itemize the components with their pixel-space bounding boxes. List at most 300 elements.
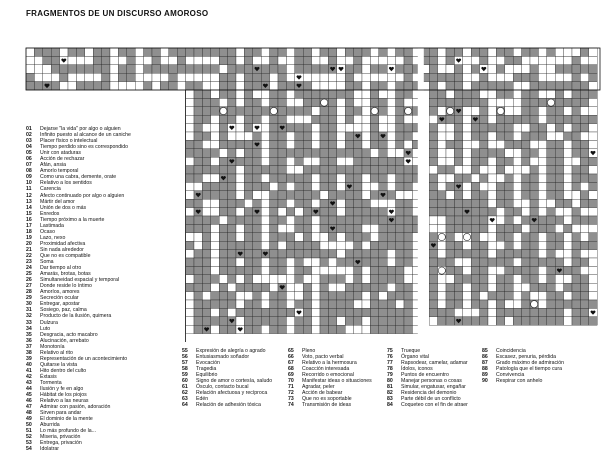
grid-cell-open[interactable] — [471, 73, 479, 81]
grid-cell-open[interactable] — [211, 283, 219, 291]
grid-cell-open[interactable] — [564, 149, 572, 157]
grid-cell-open[interactable] — [488, 56, 496, 64]
grid-cell-open[interactable] — [169, 56, 177, 64]
grid-cell-open[interactable] — [488, 182, 496, 190]
grid-cell-open[interactable] — [312, 325, 320, 333]
grid-cell-open[interactable] — [320, 82, 328, 90]
grid-cell-open[interactable] — [286, 48, 294, 56]
grid-cell-open[interactable] — [43, 73, 51, 81]
grid-cell-open[interactable] — [236, 115, 244, 123]
grid-cell-open[interactable] — [564, 317, 572, 325]
grid-cell-open[interactable] — [580, 266, 588, 274]
grid-cell-open[interactable] — [522, 65, 530, 73]
grid-cell-open[interactable] — [538, 191, 546, 199]
grid-cell-open[interactable] — [404, 98, 412, 106]
grid-cell-open[interactable] — [244, 199, 252, 207]
grid-cell-open[interactable] — [454, 308, 462, 316]
grid-cell-open[interactable] — [438, 56, 446, 64]
grid-cell-open[interactable] — [320, 56, 328, 64]
grid-cell-open[interactable] — [513, 233, 521, 241]
grid-cell-open[interactable] — [555, 48, 563, 56]
grid-cell-open[interactable] — [572, 191, 580, 199]
grid-cell-open[interactable] — [362, 292, 370, 300]
grid-cell-open[interactable] — [438, 157, 446, 165]
grid-cell-open[interactable] — [261, 174, 269, 182]
grid-cell-open[interactable] — [505, 65, 513, 73]
grid-cell-open[interactable] — [530, 292, 538, 300]
grid-cell-open[interactable] — [513, 174, 521, 182]
grid-cell-open[interactable] — [564, 208, 572, 216]
grid-cell-open[interactable] — [522, 166, 530, 174]
grid-cell-open[interactable] — [555, 224, 563, 232]
grid-cell-open[interactable] — [320, 241, 328, 249]
grid-cell-open[interactable] — [236, 292, 244, 300]
grid-cell-open[interactable] — [135, 48, 143, 56]
grid-cell-open[interactable] — [194, 182, 202, 190]
grid-cell-open[interactable] — [261, 191, 269, 199]
grid-cell-open[interactable] — [261, 124, 269, 132]
grid-cell-open[interactable] — [312, 275, 320, 283]
grid-cell-open[interactable] — [480, 166, 488, 174]
grid-cell-open[interactable] — [278, 224, 286, 232]
grid-cell-open[interactable] — [202, 73, 210, 81]
grid-cell-open[interactable] — [522, 124, 530, 132]
grid-cell-open[interactable] — [345, 124, 353, 132]
grid-cell-open[interactable] — [320, 233, 328, 241]
grid-cell-open[interactable] — [362, 115, 370, 123]
grid-cell-open[interactable] — [328, 258, 336, 266]
grid-cell-open[interactable] — [228, 132, 236, 140]
grid-cell-open[interactable] — [186, 132, 194, 140]
grid-cell-open[interactable] — [337, 115, 345, 123]
grid-cell-open[interactable] — [522, 224, 530, 232]
grid-cell-open[interactable] — [379, 199, 387, 207]
grid-cell-open[interactable] — [68, 56, 76, 64]
grid-cell-open[interactable] — [236, 233, 244, 241]
grid-cell-open[interactable] — [496, 208, 504, 216]
grid-cell-open[interactable] — [387, 73, 395, 81]
grid-cell-open[interactable] — [547, 132, 555, 140]
grid-cell-open[interactable] — [387, 98, 395, 106]
grid-cell-open[interactable] — [303, 258, 311, 266]
grid-cell-open[interactable] — [454, 258, 462, 266]
grid-cell-open[interactable] — [312, 56, 320, 64]
grid-cell-open[interactable] — [68, 73, 76, 81]
grid-cell-open[interactable] — [463, 258, 471, 266]
grid-cell-open[interactable] — [505, 317, 513, 325]
grid-cell-open[interactable] — [446, 275, 454, 283]
grid-cell-open[interactable] — [337, 208, 345, 216]
grid-cell-open[interactable] — [538, 233, 546, 241]
grid-cell-open[interactable] — [186, 73, 194, 81]
grid-cell-open[interactable] — [538, 90, 546, 98]
grid-cell-open[interactable] — [564, 233, 572, 241]
grid-cell-open[interactable] — [26, 48, 34, 56]
grid-cell-open[interactable] — [589, 275, 597, 283]
grid-cell-open[interactable] — [236, 191, 244, 199]
grid-cell-open[interactable] — [379, 73, 387, 81]
grid-cell-open[interactable] — [337, 82, 345, 90]
grid-cell-open[interactable] — [144, 73, 152, 81]
grid-cell-open[interactable] — [370, 149, 378, 157]
grid-cell-open[interactable] — [362, 174, 370, 182]
grid-cell-open[interactable] — [253, 191, 261, 199]
grid-cell-open[interactable] — [236, 132, 244, 140]
grid-cell-open[interactable] — [379, 124, 387, 132]
grid-cell-open[interactable] — [429, 166, 437, 174]
grid-cell-open[interactable] — [488, 191, 496, 199]
grid-cell-open[interactable] — [564, 250, 572, 258]
grid-cell-open[interactable] — [564, 174, 572, 182]
grid-cell-open[interactable] — [253, 56, 261, 64]
grid-cell-open[interactable] — [496, 216, 504, 224]
grid-cell-open[interactable] — [261, 224, 269, 232]
grid-cell-open[interactable] — [337, 48, 345, 56]
grid-cell-open[interactable] — [320, 191, 328, 199]
grid-cell-open[interactable] — [253, 275, 261, 283]
grid-cell-open[interactable] — [496, 241, 504, 249]
grid-cell-open[interactable] — [286, 182, 294, 190]
grid-cell-open[interactable] — [345, 56, 353, 64]
grid-cell-open[interactable] — [505, 300, 513, 308]
grid-cell-open[interactable] — [589, 250, 597, 258]
grid-cell-open[interactable] — [270, 73, 278, 81]
grid-cell-open[interactable] — [589, 140, 597, 148]
grid-cell-open[interactable] — [387, 90, 395, 98]
grid-cell-open[interactable] — [438, 48, 446, 56]
grid-cell-open[interactable] — [513, 275, 521, 283]
grid-cell-open[interactable] — [454, 166, 462, 174]
grid-cell-open[interactable] — [463, 65, 471, 73]
grid-cell-open[interactable] — [572, 224, 580, 232]
grid-cell-open[interactable] — [85, 73, 93, 81]
grid-cell-open[interactable] — [488, 275, 496, 283]
grid-cell-open[interactable] — [354, 300, 362, 308]
grid-cell-open[interactable] — [513, 300, 521, 308]
grid-cell-open[interactable] — [354, 124, 362, 132]
grid-cell-open[interactable] — [370, 233, 378, 241]
grid-cell-open[interactable] — [488, 107, 496, 115]
grid-cell-open[interactable] — [564, 182, 572, 190]
grid-cell-open[interactable] — [438, 250, 446, 258]
grid-cell-open[interactable] — [211, 308, 219, 316]
grid-cell-open[interactable] — [446, 174, 454, 182]
grid-cell-open[interactable] — [211, 266, 219, 274]
grid-cell-open[interactable] — [362, 65, 370, 73]
grid-cell-open[interactable] — [337, 241, 345, 249]
grid-cell-open[interactable] — [202, 174, 210, 182]
grid-cell-open[interactable] — [547, 124, 555, 132]
grid-cell-open[interactable] — [547, 90, 555, 98]
grid-cell-open[interactable] — [496, 140, 504, 148]
grid-cell-open[interactable] — [236, 174, 244, 182]
grid-cell-open[interactable] — [463, 182, 471, 190]
grid-cell-open[interactable] — [572, 199, 580, 207]
grid-cell-open[interactable] — [589, 48, 597, 56]
grid-cell-open[interactable] — [580, 208, 588, 216]
grid-cell-open[interactable] — [488, 241, 496, 249]
grid-cell-open[interactable] — [278, 275, 286, 283]
grid-cell-open[interactable] — [286, 224, 294, 232]
grid-cell-open[interactable] — [555, 132, 563, 140]
grid-cell-open[interactable] — [387, 124, 395, 132]
grid-cell-open[interactable] — [320, 266, 328, 274]
grid-cell-open[interactable] — [194, 233, 202, 241]
grid-cell-open[interactable] — [463, 166, 471, 174]
grid-cell-open[interactable] — [303, 73, 311, 81]
grid-cell-open[interactable] — [261, 300, 269, 308]
grid-cell-open[interactable] — [362, 275, 370, 283]
grid-cell-open[interactable] — [522, 208, 530, 216]
grid-cell-open[interactable] — [312, 292, 320, 300]
grid-cell-open[interactable] — [278, 208, 286, 216]
grid-cell-open[interactable] — [270, 283, 278, 291]
grid-cell-open[interactable] — [379, 292, 387, 300]
grid-cell-open[interactable] — [429, 115, 437, 123]
grid-cell-open[interactable] — [177, 73, 185, 81]
grid-cell-open[interactable] — [362, 56, 370, 64]
grid-cell-open[interactable] — [463, 241, 471, 249]
grid-cell-open[interactable] — [286, 292, 294, 300]
grid-cell-open[interactable] — [362, 132, 370, 140]
grid-cell-open[interactable] — [68, 82, 76, 90]
grid-cell-open[interactable] — [312, 283, 320, 291]
grid-cell-open[interactable] — [463, 115, 471, 123]
grid-cell-open[interactable] — [404, 275, 412, 283]
grid-cell-open[interactable] — [480, 90, 488, 98]
grid-cell-open[interactable] — [135, 56, 143, 64]
grid-cell-open[interactable] — [488, 98, 496, 106]
grid-cell-open[interactable] — [438, 275, 446, 283]
grid-cell-open[interactable] — [589, 266, 597, 274]
grid-cell-open[interactable] — [261, 157, 269, 165]
grid-cell-open[interactable] — [110, 48, 118, 56]
grid-cell-open[interactable] — [186, 98, 194, 106]
grid-cell-open[interactable] — [589, 56, 597, 64]
grid-cell-open[interactable] — [438, 65, 446, 73]
grid-cell-open[interactable] — [564, 216, 572, 224]
grid-cell-open[interactable] — [312, 48, 320, 56]
grid-cell-open[interactable] — [488, 250, 496, 258]
grid-cell-open[interactable] — [261, 199, 269, 207]
grid-cell-open[interactable] — [564, 140, 572, 148]
grid-cell-open[interactable] — [505, 107, 513, 115]
grid-cell-open[interactable] — [202, 124, 210, 132]
grid-cell-open[interactable] — [463, 292, 471, 300]
grid-cell-open[interactable] — [312, 132, 320, 140]
grid-cell-open[interactable] — [236, 224, 244, 232]
grid-cell-open[interactable] — [438, 124, 446, 132]
grid-cell-open[interactable] — [387, 107, 395, 115]
grid-cell-open[interactable] — [202, 208, 210, 216]
grid-cell-open[interactable] — [488, 224, 496, 232]
grid-cell-open[interactable] — [513, 166, 521, 174]
grid-cell-open[interactable] — [152, 73, 160, 81]
grid-cell-open[interactable] — [387, 283, 395, 291]
grid-cell-open[interactable] — [270, 82, 278, 90]
grid-cell-open[interactable] — [337, 157, 345, 165]
grid-cell-open[interactable] — [463, 308, 471, 316]
grid-cell-open[interactable] — [538, 115, 546, 123]
grid-cell-open[interactable] — [345, 266, 353, 274]
grid-cell-open[interactable] — [261, 266, 269, 274]
grid-cell-open[interactable] — [538, 73, 546, 81]
grid-cell-open[interactable] — [337, 317, 345, 325]
grid-cell-open[interactable] — [505, 166, 513, 174]
grid-cell-open[interactable] — [345, 275, 353, 283]
grid-cell-open[interactable] — [354, 90, 362, 98]
grid-cell-open[interactable] — [337, 140, 345, 148]
grid-cell-open[interactable] — [186, 300, 194, 308]
grid-cell-open[interactable] — [286, 98, 294, 106]
grid-cell-open[interactable] — [538, 292, 546, 300]
grid-cell-open[interactable] — [211, 199, 219, 207]
grid-cell-open[interactable] — [580, 107, 588, 115]
grid-cell-open[interactable] — [480, 233, 488, 241]
grid-cell-open[interactable] — [337, 174, 345, 182]
grid-cell-open[interactable] — [295, 115, 303, 123]
grid-cell-open[interactable] — [34, 65, 42, 73]
grid-cell-open[interactable] — [446, 149, 454, 157]
grid-cell-open[interactable] — [312, 157, 320, 165]
grid-cell-open[interactable] — [320, 73, 328, 81]
grid-cell-open[interactable] — [589, 107, 597, 115]
grid-cell-open[interactable] — [295, 208, 303, 216]
grid-cell-open[interactable] — [236, 73, 244, 81]
grid-cell-open[interactable] — [186, 90, 194, 98]
grid-cell-open[interactable] — [202, 82, 210, 90]
grid-cell-open[interactable] — [463, 157, 471, 165]
grid-cell-open[interactable] — [211, 140, 219, 148]
grid-cell-open[interactable] — [295, 98, 303, 106]
grid-cell-open[interactable] — [144, 56, 152, 64]
grid-cell-open[interactable] — [538, 174, 546, 182]
grid-cell-open[interactable] — [236, 82, 244, 90]
grid-cell-open[interactable] — [538, 149, 546, 157]
grid-cell-open[interactable] — [186, 233, 194, 241]
grid-cell-open[interactable] — [337, 132, 345, 140]
grid-cell-open[interactable] — [513, 65, 521, 73]
grid-cell-open[interactable] — [379, 90, 387, 98]
grid-cell-open[interactable] — [253, 90, 261, 98]
grid-cell-open[interactable] — [387, 199, 395, 207]
grid-cell-open[interactable] — [328, 73, 336, 81]
grid-cell-open[interactable] — [312, 308, 320, 316]
grid-cell-open[interactable] — [261, 90, 269, 98]
grid-cell-open[interactable] — [589, 292, 597, 300]
grid-cell-open[interactable] — [186, 275, 194, 283]
grid-cell-open[interactable] — [186, 325, 194, 333]
grid-cell-open[interactable] — [488, 157, 496, 165]
grid-cell-open[interactable] — [488, 283, 496, 291]
grid-cell-open[interactable] — [337, 182, 345, 190]
grid-cell-open[interactable] — [202, 199, 210, 207]
grid-cell-open[interactable] — [555, 275, 563, 283]
grid-cell-open[interactable] — [438, 140, 446, 148]
grid-cell-open[interactable] — [496, 174, 504, 182]
grid-cell-open[interactable] — [60, 82, 68, 90]
grid-cell-open[interactable] — [370, 199, 378, 207]
grid-cell-open[interactable] — [236, 48, 244, 56]
grid-cell-open[interactable] — [505, 73, 513, 81]
grid-cell-open[interactable] — [362, 300, 370, 308]
grid-cell-open[interactable] — [186, 157, 194, 165]
grid-cell-open[interactable] — [236, 98, 244, 106]
grid-cell-open[interactable] — [337, 56, 345, 64]
grid-cell-open[interactable] — [152, 82, 160, 90]
grid-cell-open[interactable] — [438, 174, 446, 182]
grid-cell-open[interactable] — [236, 300, 244, 308]
grid-cell-open[interactable] — [513, 107, 521, 115]
grid-cell-open[interactable] — [589, 166, 597, 174]
grid-cell-open[interactable] — [488, 174, 496, 182]
grid-cell-open[interactable] — [211, 325, 219, 333]
grid-cell-open[interactable] — [538, 199, 546, 207]
grid-cell-open[interactable] — [513, 258, 521, 266]
grid-cell-open[interactable] — [219, 65, 227, 73]
grid-cell-open[interactable] — [362, 191, 370, 199]
grid-cell-open[interactable] — [404, 140, 412, 148]
grid-cell-open[interactable] — [93, 73, 101, 81]
grid-cell-open[interactable] — [135, 73, 143, 81]
grid-cell-open[interactable] — [580, 132, 588, 140]
grid-cell-open[interactable] — [328, 241, 336, 249]
grid-cell-open[interactable] — [454, 233, 462, 241]
grid-cell-open[interactable] — [219, 98, 227, 106]
grid-cell-open[interactable] — [589, 208, 597, 216]
grid-cell-open[interactable] — [589, 224, 597, 232]
grid-cell-open[interactable] — [286, 283, 294, 291]
grid-cell-open[interactable] — [396, 149, 404, 157]
grid-cell-open[interactable] — [202, 56, 210, 64]
grid-cell-open[interactable] — [538, 48, 546, 56]
grid-cell-open[interactable] — [76, 73, 84, 81]
grid-cell-open[interactable] — [387, 56, 395, 64]
grid-cell-open[interactable] — [278, 241, 286, 249]
grid-cell-open[interactable] — [286, 65, 294, 73]
grid-cell-open[interactable] — [211, 174, 219, 182]
grid-cell-open[interactable] — [438, 283, 446, 291]
grid-cell-open[interactable] — [513, 124, 521, 132]
grid-cell-open[interactable] — [488, 166, 496, 174]
grid-cell-open[interactable] — [387, 82, 395, 90]
grid-cell-open[interactable] — [564, 258, 572, 266]
grid-cell-open[interactable] — [303, 157, 311, 165]
grid-cell-open[interactable] — [429, 317, 437, 325]
grid-cell-open[interactable] — [387, 140, 395, 148]
grid-cell-open[interactable] — [362, 107, 370, 115]
grid-cell-open[interactable] — [286, 258, 294, 266]
grid-cell-open[interactable] — [564, 166, 572, 174]
grid-cell-open[interactable] — [312, 107, 320, 115]
grid-cell-open[interactable] — [312, 199, 320, 207]
grid-cell-open[interactable] — [488, 300, 496, 308]
grid-cell-open[interactable] — [85, 48, 93, 56]
grid-cell-open[interactable] — [312, 216, 320, 224]
grid-cell-open[interactable] — [261, 149, 269, 157]
grid-cell-open[interactable] — [211, 233, 219, 241]
grid-cell-open[interactable] — [236, 90, 244, 98]
grid-cell-open[interactable] — [312, 266, 320, 274]
grid-cell-open[interactable] — [471, 308, 479, 316]
grid-cell-open[interactable] — [219, 149, 227, 157]
grid-cell-open[interactable] — [286, 132, 294, 140]
grid-cell-open[interactable] — [463, 149, 471, 157]
grid-cell-open[interactable] — [463, 283, 471, 291]
grid-cell-open[interactable] — [379, 56, 387, 64]
grid-cell-open[interactable] — [370, 224, 378, 232]
grid-cell-open[interactable] — [505, 98, 513, 106]
